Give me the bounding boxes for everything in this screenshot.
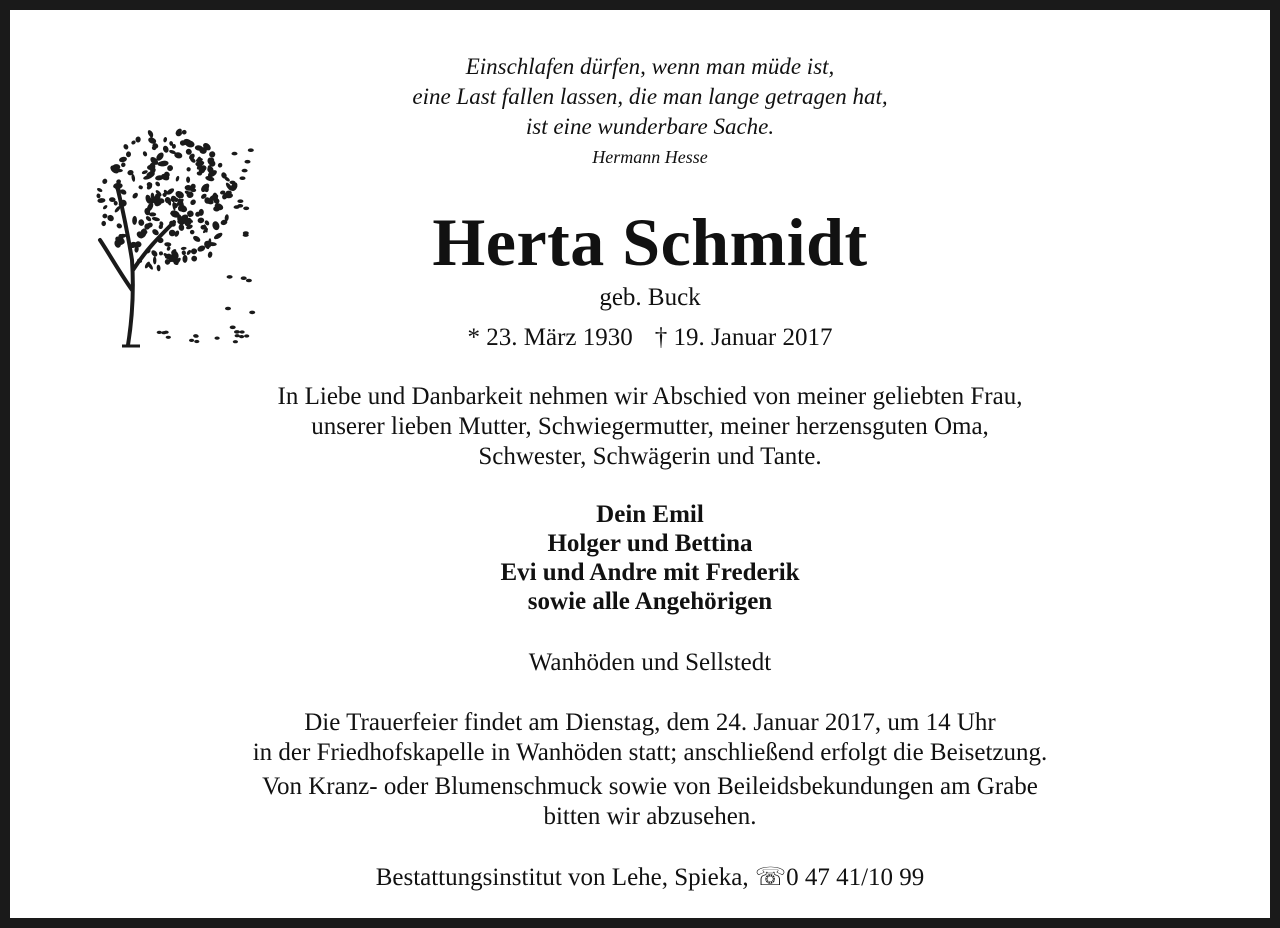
leaf (96, 193, 101, 199)
quote-line: eine Last fallen lassen, die man lange getragen hat, (412, 84, 888, 109)
leaf (131, 174, 136, 182)
leaf (175, 175, 180, 182)
service-line: in der Friedhofskapelle in Wanhöden statt; anschließend erfolgt die Beisetzung. (252, 739, 1048, 766)
undertaker-name: Bestattungsinstitut von Lehe, Spieka, (375, 864, 749, 891)
birth-date: * 23. März 1930 (467, 324, 633, 351)
mourner: Evi und Andre mit Frederik (500, 559, 800, 586)
quote-line: ist eine wunderbare Sache. (525, 114, 775, 139)
falling-leaf (240, 176, 246, 180)
quote-line: Einschlafen dürfen, wenn man müde ist, (465, 54, 835, 79)
mourners-list (10, 500, 1280, 616)
leaf (101, 178, 108, 185)
maiden-name: geb. Buck (599, 284, 701, 311)
life-dates (10, 322, 1280, 354)
leaf (131, 192, 139, 200)
death-date: † 19. Januar 2017 (654, 324, 833, 351)
farewell-line: unserer lieben Mutter, Schwiegermutter, meiner herzensguten Oma, (311, 413, 989, 440)
flowers-line: bitten wir abzusehen. (543, 803, 757, 830)
farewell-text (10, 382, 1280, 472)
quote-author: Hermann Hesse (592, 147, 708, 167)
farewell-line: In Liebe und Danbarkeit nehmen wir Abschied von meiner geliebten Frau, (277, 383, 1023, 410)
leaf (138, 185, 144, 190)
farewell-line: Schwester, Schwägerin und Tante. (478, 443, 822, 470)
undertaker-phone: 0 47 41/10 99 (786, 864, 925, 891)
undertaker-line (10, 863, 1280, 893)
service-line: Die Trauerfeier findet am Dienstag, dem 24. Januar 2017, um 14 Uhr (304, 709, 996, 736)
flowers-request-text (10, 772, 1280, 832)
mourner: sowie alle Angehörigen (527, 588, 773, 615)
falling-leaf (226, 191, 232, 195)
deceased-name: Herta Schmidt (432, 204, 868, 280)
flowers-line: Von Kranz- oder Blumenschmuck sowie von Beileidsbekundungen am Grabe (262, 773, 1038, 800)
telephone-icon: ☏ (754, 864, 787, 891)
funeral-service-text (10, 708, 1280, 768)
leaf (96, 187, 103, 193)
leaf (186, 176, 190, 182)
falling-leaf (230, 181, 236, 185)
leaf (154, 181, 161, 188)
mourner: Dein Emil (596, 501, 704, 528)
quote (10, 52, 1280, 172)
mourner: Holger und Bettina (547, 530, 753, 557)
place-line: Wanhöden und Sellstedt (528, 649, 772, 676)
